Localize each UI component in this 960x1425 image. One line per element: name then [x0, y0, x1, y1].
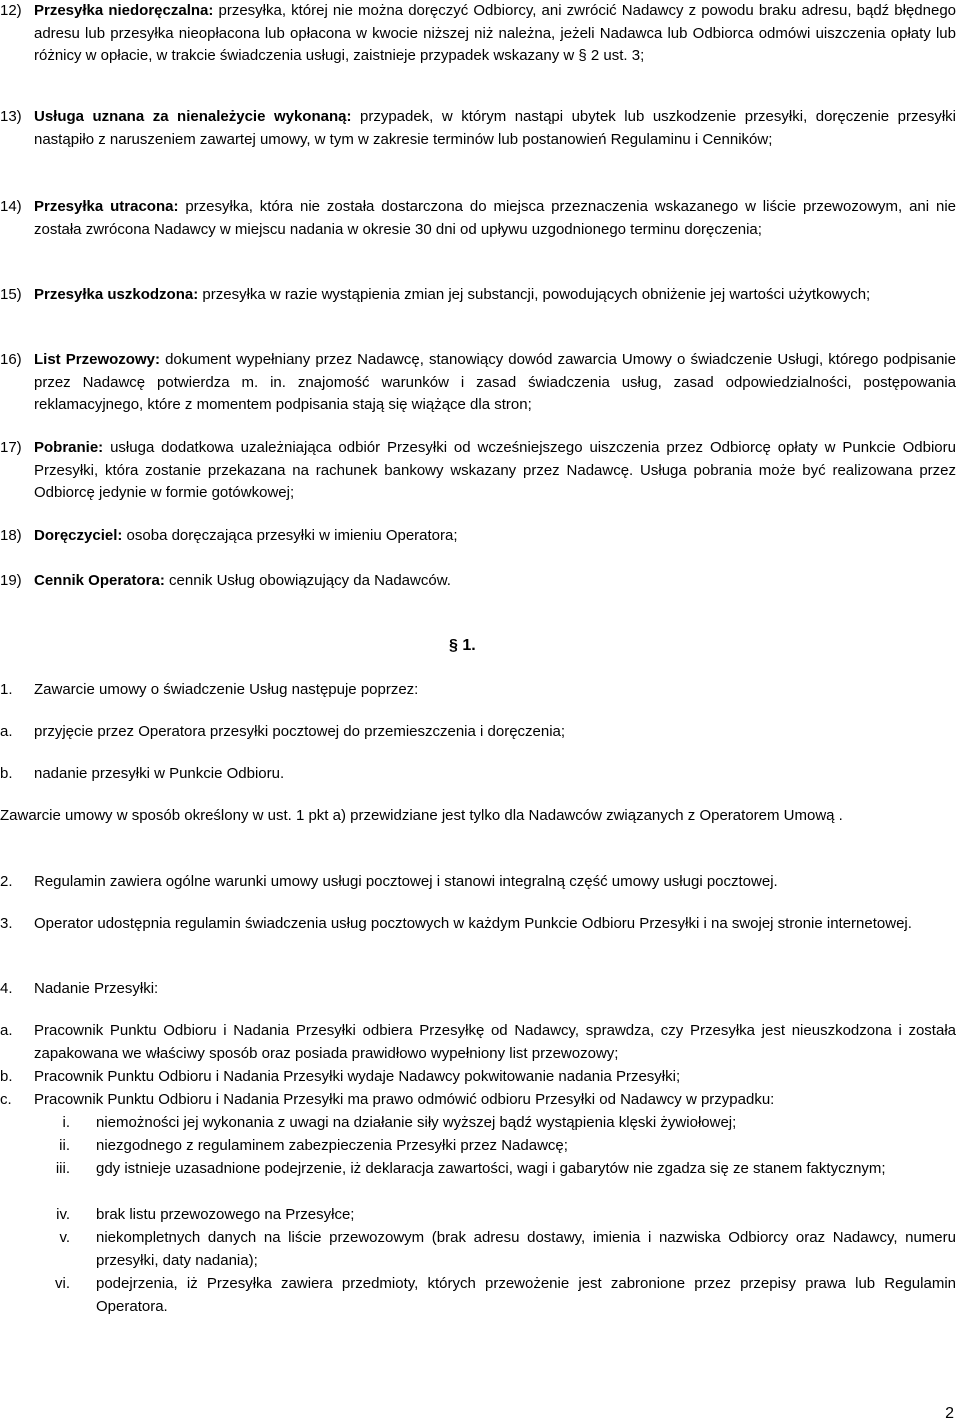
definition-number: 18): [0, 527, 22, 544]
definition-19: [0, 570, 956, 593]
contract-note: Zawarcie umowy w sposób określony w ust. 1 pkt a) przewidziane jest tylko dla Nadawców związanych z Operatorem Umową .: [0, 807, 843, 824]
definition-14: [0, 196, 956, 241]
definition-text: przypadek, w którym nastąpi ubytek lub uszkodzenie przesyłki, doręczenie przesyłki nastąpiło z naruszeniem zawartej umowy, w tym w zakresie terminów lub postanowień Regulaminu i Cenników;: [34, 108, 956, 148]
item-1a: [0, 721, 956, 744]
definition-term: Doręczyciel:: [34, 527, 123, 544]
item-2: [0, 871, 956, 894]
item-letter: b.: [0, 1068, 13, 1085]
item-number: 3.: [0, 915, 13, 932]
definition-13: [0, 106, 956, 151]
definition-term: Usługa uznana za nienależycie wykonaną:: [34, 108, 352, 125]
definition-term: Przesyłka niedoręczalna:: [34, 2, 214, 19]
item-text: Operator udostępnia regulamin świadczenia usług pocztowych w każdym Punkcie Odbioru Przesyłki i na swojej stronie internetowej.: [34, 915, 912, 932]
definition-text: przesyłka, której nie można doręczyć Odbiorcy, ani zwrócić Nadawcy z powodu braku adresu, bądź błędnego adresu lub przesyłka nieopłacona lub opłacona w kwocie niższej niż należna, jeżeli Nadawca lub Odbiorca odmówi uiszczenia opłaty lub różnicy w opłacie, w trakcie świadczenia usługi, zaistnieje przypadek wskazany w § 2 ust. 3;: [34, 2, 956, 64]
item-text: nadanie przesyłki w Punkcie Odbioru.: [34, 765, 285, 782]
item-letter: b.: [0, 765, 13, 782]
subitem-number: ii.: [59, 1137, 70, 1154]
item-text: Pracownik Punktu Odbioru i Nadania Przesyłki ma prawo odmówić odbioru Przesyłki od Nadawcy w przypadku:: [34, 1091, 775, 1108]
definition-term: List Przewozowy:: [34, 351, 160, 368]
subitem-iv: [0, 1204, 956, 1227]
definition-term: Przesyłka uszkodzona:: [34, 286, 199, 303]
definition-text: osoba doręczająca przesyłki w imieniu Operatora;: [122, 527, 458, 544]
subitem-text: niekompletnych danych na liście przewozowym (brak adresu dostawy, imienia i nazwiska Odbiorcy oraz Nadawcy, numeru przesyłki, daty nadania);: [96, 1229, 956, 1269]
definition-number: 12): [0, 2, 22, 19]
subitem-text: gdy istnieje uzasadnione podejrzenie, iż deklaracja zawartości, wagi i gabarytów nie zgadza się ze stanem faktycznym;: [96, 1160, 886, 1177]
section-heading: § 1.: [449, 637, 476, 654]
item-3: [0, 913, 956, 936]
subitem-number: iv.: [56, 1206, 70, 1223]
subitem-number: iii.: [55, 1160, 70, 1177]
item-text: przyjęcie przez Operatora przesyłki pocztowej do przemieszczenia i doręczenia;: [34, 723, 566, 740]
item-4: [0, 978, 956, 1001]
item-text: Regulamin zawiera ogólne warunki umowy usługi pocztowej i stanowi integralną część umowy usługi pocztowej.: [34, 873, 778, 890]
definition-number: 17): [0, 439, 22, 456]
page-number: 2: [945, 1405, 954, 1422]
definition-text: przesyłka, która nie została dostarczona do miejsca przeznaczenia wskazanego w liście przewozowym, ani nie została zwrócona Nadawcy w miejscu nadania w okresie 30 dni od upływu uzgodnionego terminu doręczenia;: [34, 198, 956, 238]
subitem-text: niemożności jej wykonania z uwagi na działanie siły wyższej bądź wystąpienia klęski żywiołowej;: [96, 1114, 737, 1131]
subitem-v: [0, 1227, 956, 1272]
definition-text: dokument wypełniany przez Nadawcę, stanowiący dowód zawarcia Umowy o świadczenie Usługi, którego podpisanie przez Nadawcę potwierdza m. in. znajomość warunków i zasad świadczenia usług, zasad odpowiedzialności, postępowania reklamacyjnego, które z momentem podpisania stają się wiążące dla stron;: [34, 351, 956, 413]
item-text: Nadanie Przesyłki:: [34, 980, 159, 997]
item-4c: [0, 1089, 956, 1112]
definition-16: [0, 349, 956, 417]
definition-number: 15): [0, 286, 22, 303]
subitem-number: v.: [59, 1229, 70, 1246]
subitem-text: podejrzenia, iż Przesyłka zawiera przedmioty, których przewożenie jest zabronione przez przepisy prawa lub Regulamin Operatora.: [96, 1275, 956, 1315]
subitem-number: i.: [62, 1114, 70, 1131]
subitem-i: [0, 1112, 956, 1135]
item-letter: c.: [0, 1091, 12, 1108]
definition-term: Cennik Operatora:: [34, 572, 165, 589]
item-text: Pracownik Punktu Odbioru i Nadania Przesyłki wydaje Nadawcy pokwitowanie nadania Przesyłki;: [34, 1068, 681, 1085]
item-number: 1.: [0, 681, 13, 698]
item-number: 4.: [0, 980, 13, 997]
subitem-text: niezgodnego z regulaminem zabezpieczenia Przesyłki przez Nadawcę;: [96, 1137, 568, 1154]
item-letter: a.: [0, 1022, 13, 1039]
definition-15: [0, 284, 956, 307]
definition-text: cennik Usług obowiązujący da Nadawców.: [164, 572, 451, 589]
item-text: Zawarcie umowy o świadczenie Usług następuje poprzez:: [34, 681, 419, 698]
subitem-vi: [0, 1273, 956, 1318]
definition-12: [0, 0, 956, 68]
subitem-iii: [0, 1158, 956, 1181]
definition-18: [0, 525, 956, 548]
item-letter: a.: [0, 723, 13, 740]
item-1b: [0, 763, 956, 786]
subitem-number: vi.: [55, 1275, 70, 1292]
item-text: Pracownik Punktu Odbioru i Nadania Przesyłki odbiera Przesyłkę od Nadawcy, sprawdza, czy Przesyłka jest nieuszkodzona i została zapakowana we właściwy sposób oraz posiada prawidłowo wypełniony list przewozowy;: [34, 1022, 956, 1062]
item-4a: [0, 1020, 956, 1065]
definition-17: [0, 437, 956, 505]
definition-term: Przesyłka utracona:: [34, 198, 179, 215]
definition-number: 14): [0, 198, 22, 215]
definition-text: przesyłka w razie wystąpienia zmian jej substancji, powodujących obniżenie jej wartości użytkowych;: [198, 286, 871, 303]
item-1: [0, 679, 956, 702]
item-4b: [0, 1066, 956, 1089]
definition-text: usługa dodatkowa uzależniająca odbiór Przesyłki od wcześniejszego uiszczenia przez Odbiorcę opłaty w Punkcie Odbioru Przesyłki, która zostanie przekazana na rachunek bankowy wskazany przez Nadawcę. Usługa pobrania może być realizowana przez Odbiorcę jedynie w formie gotówkowej;: [34, 439, 956, 501]
subitem-ii: [0, 1135, 956, 1158]
definition-number: 19): [0, 572, 22, 589]
definition-term: Pobranie:: [34, 439, 104, 456]
item-number: 2.: [0, 873, 13, 890]
subitem-text: brak listu przewozowego na Przesyłce;: [96, 1206, 355, 1223]
definition-number: 13): [0, 108, 22, 125]
definition-number: 16): [0, 351, 22, 368]
